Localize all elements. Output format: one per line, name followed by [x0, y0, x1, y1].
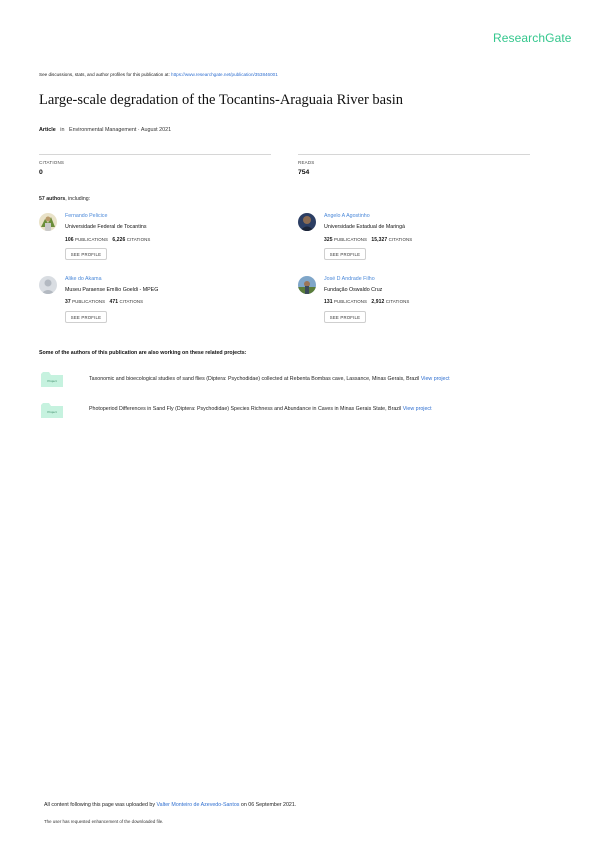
see-profile-button[interactable]: SEE PROFILE — [65, 311, 107, 323]
project-folder-label: Project — [47, 410, 57, 414]
author-stats — [324, 299, 409, 305]
author-citations-count: 15,327 — [371, 237, 388, 243]
avatar[interactable] — [39, 276, 57, 294]
project-folder-label: Project — [47, 379, 57, 383]
reads-label: READS — [298, 160, 315, 165]
project-item — [89, 376, 450, 382]
author-citations-count: 2,912 — [371, 299, 385, 305]
citations-label: CITATIONS — [39, 160, 65, 165]
publication-type: Article — [39, 127, 56, 133]
author-institution: Museu Paraense Emílio Goeldi - MPEG — [65, 287, 159, 293]
see-profile-button[interactable]: SEE PROFILE — [65, 248, 107, 260]
project-folder-icon[interactable] — [41, 371, 63, 387]
author-citations-label: CITATIONS — [388, 237, 413, 242]
author-name-link[interactable]: Fernando Pelicice — [65, 213, 108, 219]
default-avatar-icon — [39, 276, 57, 294]
enhancement-note: The user has requested enhancement of the downloaded file. — [44, 819, 164, 824]
author-photo-icon — [39, 213, 57, 231]
journal-info: Environmental Management · August 2021 — [68, 127, 172, 133]
author-publications-label: PUBLICATIONS — [74, 237, 109, 242]
citations-value: 0 — [39, 169, 43, 176]
upload-prefix: All content following this page was uploaded by — [44, 802, 156, 808]
view-project-link[interactable]: View project — [402, 406, 432, 412]
author-publications-label: PUBLICATIONS — [333, 237, 368, 242]
project-folder-icon[interactable] — [41, 402, 63, 418]
author-name-link[interactable]: Alike do Akama — [65, 276, 102, 282]
publication-meta — [39, 127, 171, 133]
author-citations-label: CITATIONS — [385, 299, 410, 304]
page-title: Large-scale degradation of the Tocantins-Araguaia River basin — [39, 92, 404, 108]
author-publications-label: PUBLICATIONS — [333, 299, 368, 304]
author-stats — [65, 299, 143, 305]
author-publications-count: 325 — [324, 237, 333, 243]
discussion-prefix: See discussions, stats, and author profiles for this publication at: — [39, 72, 170, 77]
reads-value: 754 — [298, 169, 310, 176]
see-profile-button[interactable]: SEE PROFILE — [324, 311, 366, 323]
publication-url-link[interactable]: https://www.researchgate.net/publication/353846001 — [171, 72, 278, 77]
authors-suffix: , including: — [65, 196, 91, 202]
author-stats — [324, 237, 412, 243]
upload-suffix: on 06 September 2021. — [240, 802, 297, 808]
see-profile-button[interactable]: SEE PROFILE — [324, 248, 366, 260]
author-photo-icon — [298, 276, 316, 294]
discussion-line — [39, 72, 278, 77]
authors-count: 57 authors — [39, 196, 66, 202]
author-citations-count: 6,226 — [112, 237, 126, 243]
divider-reads — [298, 154, 530, 155]
uploader-link[interactable]: Valter Monteiro de Azevedo-Santos — [156, 802, 240, 808]
researchgate-logo[interactable]: ResearchGate — [493, 31, 572, 45]
authors-heading — [39, 196, 90, 202]
author-publications-count: 131 — [324, 299, 333, 305]
author-name-link[interactable]: Angelo A Agostinho — [324, 213, 370, 219]
project-item — [89, 406, 432, 412]
view-project-link[interactable]: View project — [420, 376, 450, 382]
author-name-link[interactable]: José D Andrade Filho — [324, 276, 375, 282]
project-title: Taxonomic and bioecological studies of sand flies (Diptera: Psychodidae) collected at Rebenta Bombas cave, Lassance, Minas Gerais, Brazil — [89, 376, 420, 382]
projects-heading: Some of the authors of this publication are also working on these related projects: — [39, 350, 247, 356]
author-citations-count: 471 — [109, 299, 119, 305]
author-institution: Universidade Estadual de Maringá — [324, 224, 405, 230]
author-citations-label: CITATIONS — [126, 237, 151, 242]
author-publications-count: 37 — [65, 299, 71, 305]
avatar[interactable] — [298, 213, 316, 231]
author-photo-icon — [298, 213, 316, 231]
divider-citations — [39, 154, 271, 155]
author-institution: Universidade Federal de Tocantins — [65, 224, 147, 230]
publication-in: in — [60, 127, 65, 133]
author-citations-label: CITATIONS — [119, 299, 144, 304]
avatar[interactable] — [298, 276, 316, 294]
project-title: Photoperiod Differences in Sand Fly (Diptera: Psychodidae) Species Richness and Abundance in Caves in Minas Gerais State, Brazil — [89, 406, 402, 412]
avatar[interactable] — [39, 213, 57, 231]
author-institution: Fundação Oswaldo Cruz — [324, 287, 383, 293]
author-publications-label: PUBLICATIONS — [72, 299, 106, 304]
author-publications-count: 106 — [65, 237, 74, 243]
upload-note — [44, 802, 296, 808]
author-stats — [65, 237, 150, 243]
